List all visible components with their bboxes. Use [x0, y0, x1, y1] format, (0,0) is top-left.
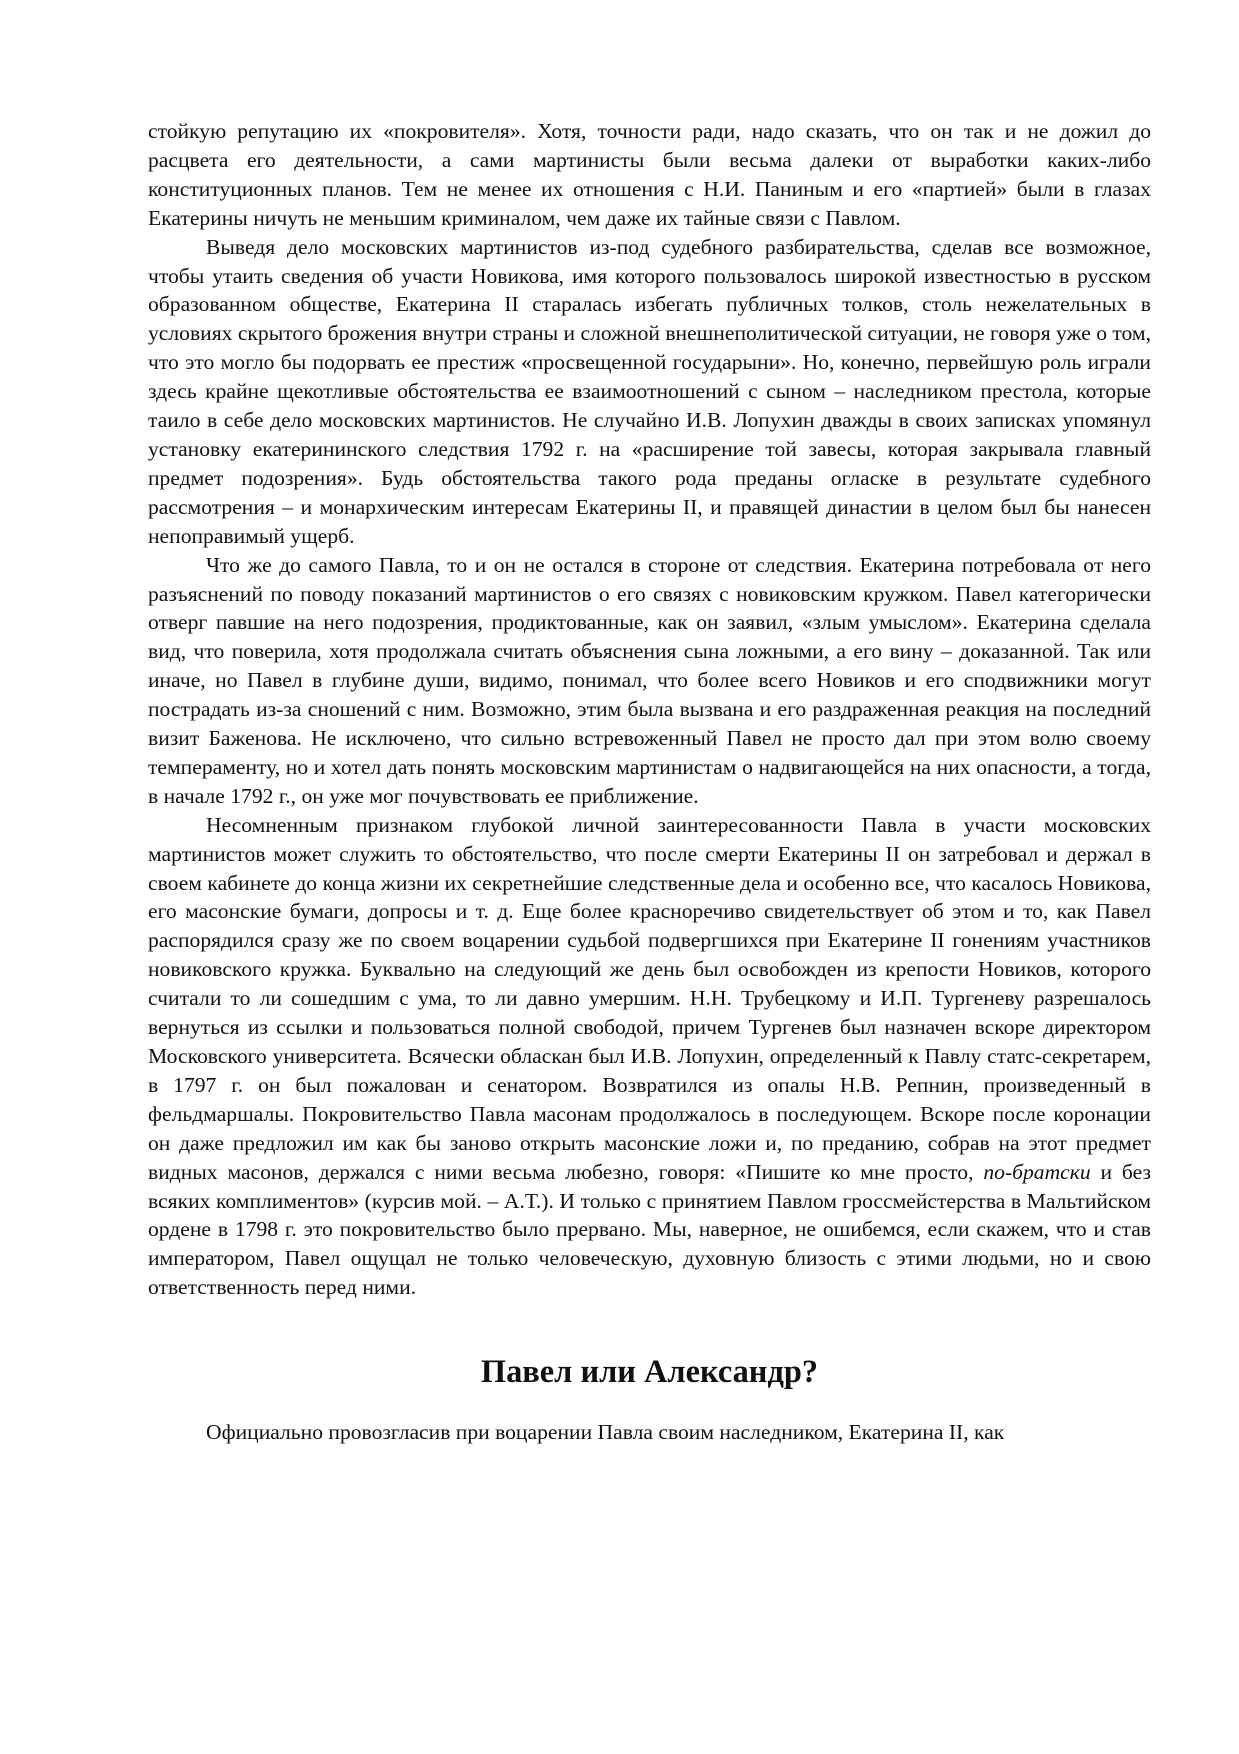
section-heading: Павел или Александр?: [480, 1354, 819, 1391]
document-page: [148, 117, 1151, 1447]
paragraph-4: [148, 811, 1151, 1302]
paragraph-4-text-end: и без всяких комплиментов» (курсив мой. – А.Т.). И только с принятием Павлом гроссмейстерства в Мальтийском ордене в 1798 г. это покровительство было прервано. Мы, наверное, не ошибемся, если скажем, что и став императором, Павел ощущал не только человеческую, духовную близость с этими людьми, но и свою ответственность перед ними.: [148, 1159, 1151, 1300]
paragraph-4-italic-text: по-братски: [983, 1159, 1091, 1184]
paragraph-3: Что же до самого Павла, то и он не остался в стороне от следствия. Екатерина потребовала от него разъяснений по поводу показаний мартинистов о его связях с новиковским кружком. Павел категорически отверг павшие на него подозрения, продиктованные, как он заявил, «злым умыслом». Екатерина сделала вид, что поверила, хотя продолжала считать объяснения сына ложными, а его вину – доказанной. Так или иначе, но Павел в глубине души, видимо, понимал, что более всего Новиков и его сподвижники могут пострадать из-за сношений с ним. Возможно, этим была вызвана и его раздраженная реакция на последний визит Баженова. Не исключено, что сильно встревоженный Павел не просто дал при этом волю своему темпераменту, но и хотел дать понять московским мартинистам о надвигающейся на них опасности, а тогда, в начале 1792 г., он уже мог почувствовать ее приближение.: [148, 552, 1151, 808]
heading-gap: [148, 1387, 1151, 1418]
paragraph-5: Официально провозгласив при воцарении Павла своим наследником, Екатерина II, как: [206, 1420, 1005, 1445]
paragraph-2: Выведя дело московских мартинистов из-под судебного разбирательства, сделав все возможное, чтобы утаить сведения об участи Новикова, имя которого пользовалось широкой известностью в русском образованном обществе, Екатерина II старалась избегать публичных толков, столь нежелательных в условиях скрытого брожения внутри страны и сложной внешнеполитической ситуации, не говоря уже о том, что это могло бы подорвать ее престиж «просвещенной государыни». Но, конечно, первейшую роль играли здесь крайне щекотливые обстоятельства ее взаимоотношений с сыном – наследником престола, которые таило в себе дело московских мартинистов. Не случайно И.В. Лопухин дважды в своих записках упомянул установку екатерининского следствия 1792 г. на «расширение той завесы, которая закрывала главный предмет подозрения». Будь обстоятельства такого рода преданы огласке в результате судебного рассмотрения – и монархическим интересам Екатерины II, и правящей династии в целом был бы нанесен непоправимый ущерб.: [148, 234, 1151, 548]
paragraph-4-text-start: Несомненным признаком глубокой личной заинтересованности Павла в участи московских мартинистов может служить то обстоятельство, что после смерти Екатерины II он затребовал и держал в своем кабинете до конца жизни их секретнейшие следственные дела и особенно все, что касалось Новикова, его масонские бумаги, допросы и т. д. Еще более красноречиво свидетельствует об этом и то, как Павел распорядился сразу же по своем воцарении судьбой подвергшихся при Екатерине II гонениям участников новиковского кружка. Буквально на следующий же день был освобожден из крепости Новиков, которого считали то ли сошедшим с ума, то ли давно умершим. Н.Н. Трубецкому и И.П. Тургеневу разрешалось вернуться из ссылки и пользоваться полной свободой, причем Тургенев был назначен вскоре директором Московского университета. Всячески обласкан был И.В. Лопухин, определенный к Павлу статс-секретарем, в 1797 г. он был пожалован и сенатором. Возвратился из опалы Н.В. Репнин, произведенный в фельдмаршалы. Покровительство Павла масонам продолжалось в последующем. Вскоре после коронации он даже предложил им как бы заново открыть масонские ложи и, по преданию, собрав на этот предмет видных масонов, держался с ними весьма любезно, говоря: «Пишите ко мне просто,: [148, 812, 1151, 1184]
section-gap: [148, 1302, 1151, 1358]
paragraph-1: стойкую репутацию их «покровителя». Хотя, точности ради, надо сказать, что он так и не дожил до расцвета его деятельности, а сами мартинисты были весьма далеки от выработки каких-либо конституционных планов. Тем не менее их отношения с Н.И. Паниным и его «партией» были в глазах Екатерины ничуть не меньшим криминалом, чем даже их тайные связи с Павлом.: [148, 119, 1151, 230]
